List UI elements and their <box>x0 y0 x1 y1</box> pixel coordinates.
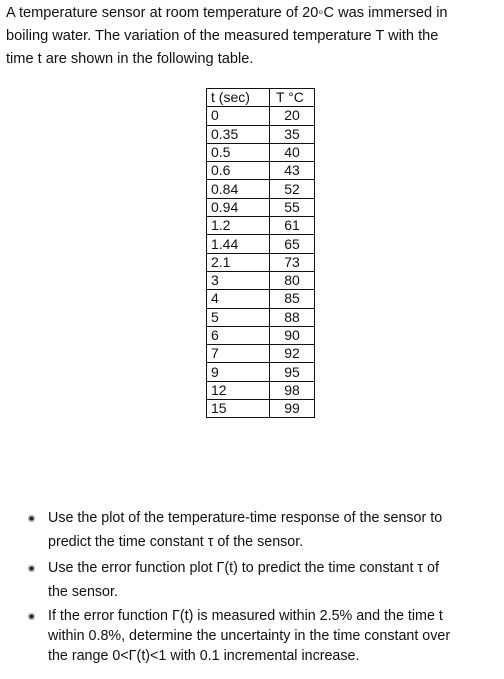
list-item-line: the range 0<Γ(t)<1 with 0.1 incremental increase. <box>48 648 360 664</box>
table-row <box>207 326 315 344</box>
table-row <box>207 162 315 180</box>
table-row <box>207 217 315 235</box>
table-row <box>207 143 315 161</box>
column-header-temperature: T °C <box>270 89 315 107</box>
intro-line: A temperature sensor at room temperature of 20◦C was immersed in <box>6 5 448 21</box>
temperature-cell: 65 <box>270 235 315 253</box>
list-item <box>28 606 502 666</box>
list-item-line: If the error function Γ(t) is measured within 2.5% and the time t <box>48 608 443 624</box>
table-header-row <box>207 89 315 107</box>
time-cell: 6 <box>207 326 270 344</box>
temperature-cell: 55 <box>270 198 315 216</box>
time-cell: 4 <box>207 290 270 308</box>
temperature-cell: 80 <box>270 271 315 289</box>
table-row <box>207 235 315 253</box>
temperature-cell: 99 <box>270 400 315 418</box>
list-item <box>28 506 502 554</box>
table-row <box>207 125 315 143</box>
temperature-cell: 35 <box>270 125 315 143</box>
list-item-line: Use the error function plot Γ(t) to predict the time constant τ of <box>48 560 439 576</box>
column-header-time: t (sec) <box>207 89 270 107</box>
list-item-line: predict the time constant τ of the sensor. <box>48 534 304 550</box>
temperature-cell: 90 <box>270 326 315 344</box>
temperature-cell: 73 <box>270 253 315 271</box>
intro-line: time t are shown in the following table. <box>6 51 254 67</box>
list-item-line: within 0.8%, determine the uncertainty in the time constant over <box>48 628 451 644</box>
time-cell: 2.1 <box>207 253 270 271</box>
table-row <box>207 253 315 271</box>
table-row <box>207 198 315 216</box>
temperature-cell: 52 <box>270 180 315 198</box>
table-row <box>207 290 315 308</box>
table-row <box>207 345 315 363</box>
table-row <box>207 400 315 418</box>
list-item-line: Use the plot of the temperature-time response of the sensor to <box>48 510 443 526</box>
bullet-icon <box>28 565 35 572</box>
problem-intro <box>6 2 500 71</box>
time-cell: 0 <box>207 107 270 125</box>
time-cell: 12 <box>207 381 270 399</box>
table-row <box>207 308 315 326</box>
list-item-line: the sensor. <box>48 584 118 600</box>
temperature-cell: 43 <box>270 162 315 180</box>
time-cell: 5 <box>207 308 270 326</box>
temperature-time-table <box>206 88 315 418</box>
task-list <box>28 506 502 668</box>
temperature-cell: 92 <box>270 345 315 363</box>
temperature-cell: 85 <box>270 290 315 308</box>
time-cell: 0.94 <box>207 198 270 216</box>
time-cell: 1.44 <box>207 235 270 253</box>
table-row <box>207 107 315 125</box>
time-cell: 1.2 <box>207 217 270 235</box>
table-row <box>207 180 315 198</box>
temperature-cell: 98 <box>270 381 315 399</box>
time-cell: 0.6 <box>207 162 270 180</box>
table-row <box>207 363 315 381</box>
time-cell: 15 <box>207 400 270 418</box>
temperature-cell: 88 <box>270 308 315 326</box>
table-row <box>207 271 315 289</box>
intro-line: boiling water. The variation of the measured temperature T with the <box>6 28 439 44</box>
time-cell: 0.35 <box>207 125 270 143</box>
time-cell: 7 <box>207 345 270 363</box>
temperature-cell: 20 <box>270 107 315 125</box>
time-cell: 0.84 <box>207 180 270 198</box>
table-row <box>207 381 315 399</box>
temperature-cell: 40 <box>270 143 315 161</box>
time-cell: 0.5 <box>207 143 270 161</box>
bullet-icon <box>28 613 35 620</box>
temperature-cell: 61 <box>270 217 315 235</box>
bullet-icon <box>28 515 35 522</box>
time-cell: 3 <box>207 271 270 289</box>
temperature-cell: 95 <box>270 363 315 381</box>
time-cell: 9 <box>207 363 270 381</box>
list-item <box>28 556 502 604</box>
table-body <box>207 107 315 418</box>
